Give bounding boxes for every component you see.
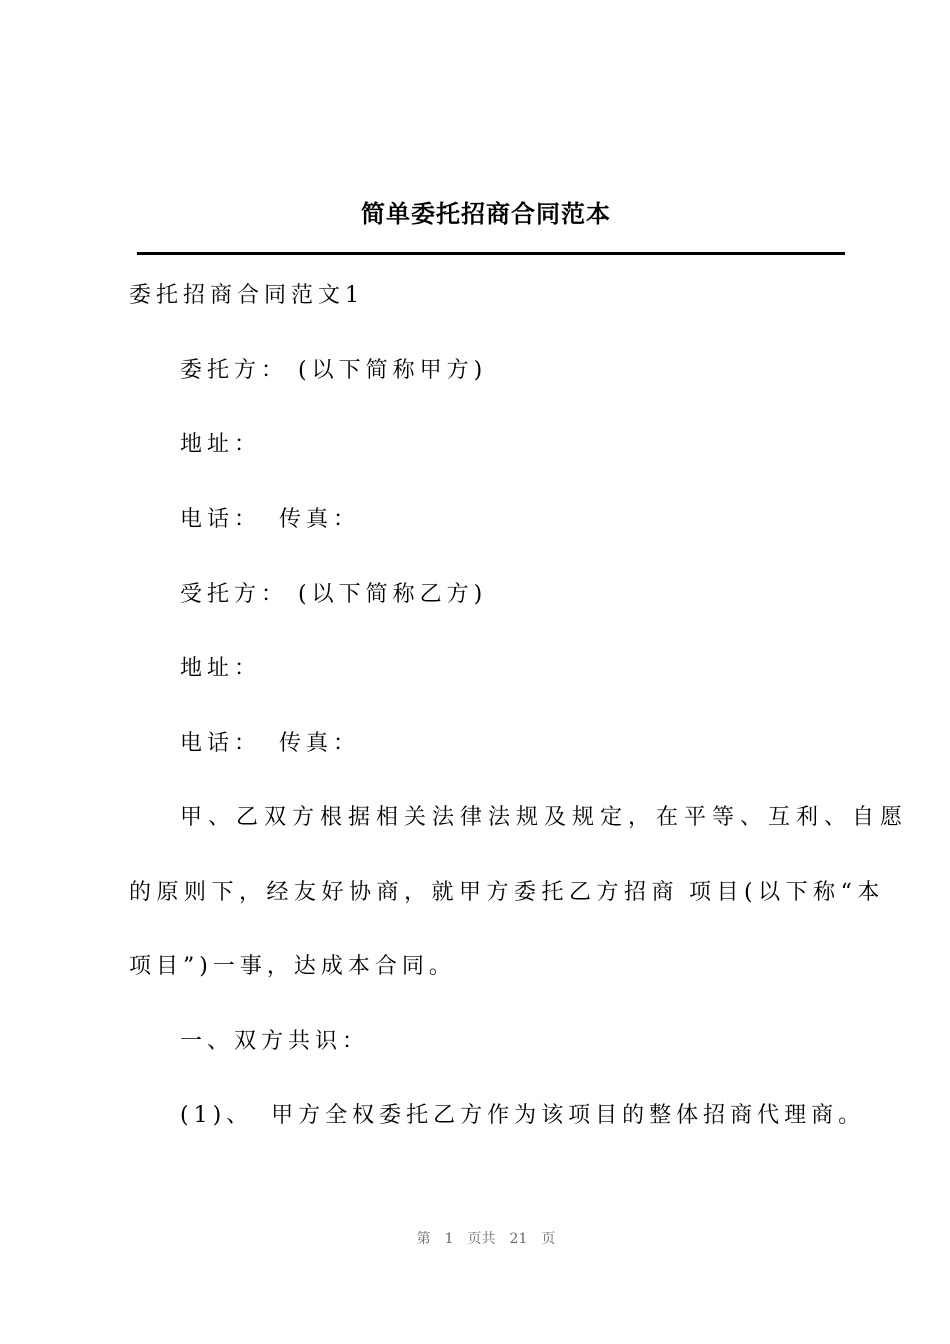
party-b-line [180, 579, 487, 611]
clause-heading: 一、双方共识： [180, 1029, 370, 1054]
party-b-label: 受托方： [180, 582, 289, 607]
party-a-phone-label: 电话： [180, 507, 262, 532]
title-underline [137, 252, 845, 255]
clause-item-1-text: 甲方全权委托乙方作为该项目的整体招商代理商。 [271, 1103, 866, 1128]
party-a-fax-label: 传真： [279, 507, 361, 532]
section-heading: 委托招商合同范文1 [129, 283, 364, 308]
preamble-line-2a: 的原则下，经友好协商，就甲方委托乙方招商 [129, 880, 680, 905]
party-b-contact-line [180, 728, 360, 760]
party-b-address: 地址： [180, 656, 262, 681]
document-title: 简单委托招商合同范本 [361, 199, 611, 228]
footer-current-page: 1 [444, 1231, 454, 1247]
preamble-line-1: 甲、乙双方根据相关法律法规及规定，在平等、互利、自愿 [180, 805, 909, 830]
party-a-address: 地址： [180, 432, 262, 457]
party-a-contact-line [180, 504, 360, 536]
preamble-line-2b: 项目(以下称“本 [689, 880, 885, 905]
footer-prefix: 第 [416, 1231, 431, 1247]
preamble-line-2 [129, 877, 885, 909]
party-a-label: 委托方： [180, 358, 289, 383]
party-a-note: (以下简称甲方) [298, 358, 488, 383]
party-b-phone-label: 电话： [180, 731, 262, 756]
footer-total-pages: 21 [509, 1231, 528, 1247]
footer-mid: 页共 [467, 1231, 496, 1247]
clause-item-1 [180, 1100, 865, 1132]
page-footer [0, 1229, 950, 1249]
footer-suffix: 页 [541, 1231, 556, 1247]
party-a-line [180, 355, 487, 387]
clause-item-1-number: (1)、 [180, 1103, 254, 1128]
preamble-line-3: 项目”)一事，达成本合同。 [129, 954, 456, 979]
party-b-note: (以下简称乙方) [298, 582, 488, 607]
party-b-fax-label: 传真： [279, 731, 361, 756]
